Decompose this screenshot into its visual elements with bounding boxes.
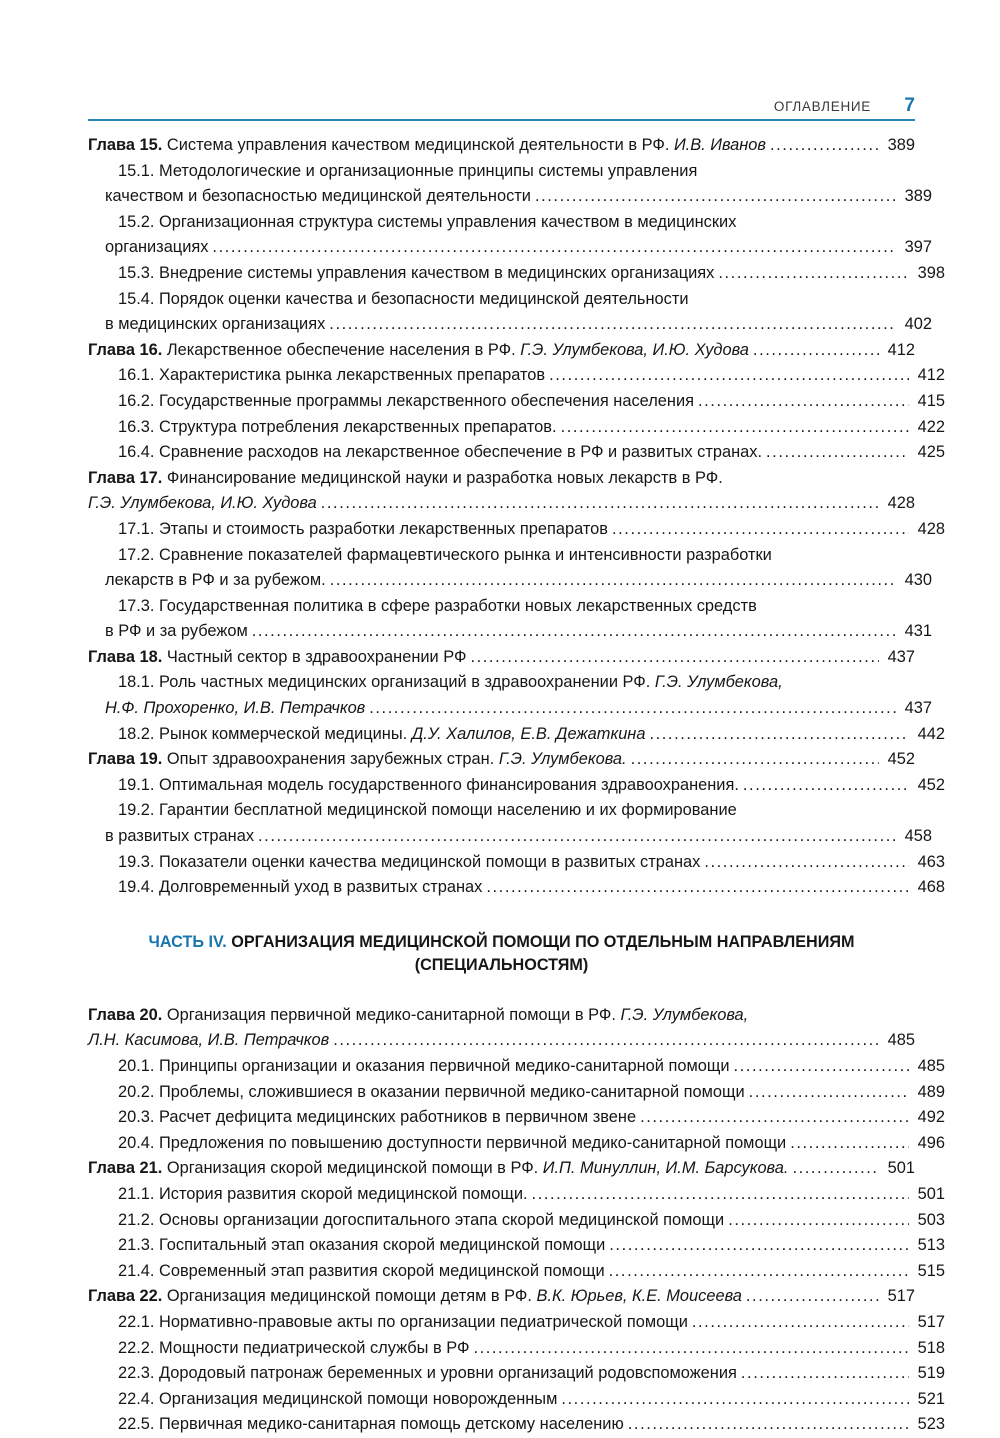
toc-entry-text: [118, 850, 700, 876]
toc-page-number: 452: [887, 750, 915, 769]
toc-entry-line: [88, 670, 915, 696]
toc-page-number: 452: [917, 775, 945, 794]
toc-entry-title: 15.2. Организационная структура системы управления качеством в медицинских: [118, 212, 737, 231]
toc-section-entry[interactable]: [88, 389, 945, 415]
toc-entry-text: [118, 1361, 737, 1387]
toc-entry-title: Опыт здравоохранения зарубежных стран.: [162, 750, 499, 769]
toc-entry-title: Система управления качеством медицинской деятельности в РФ.: [162, 136, 674, 154]
toc-chapter-entry[interactable]: [88, 747, 915, 773]
toc-entry-line: [88, 722, 945, 748]
toc-entry-label: Глава 15.: [88, 136, 163, 154]
toc-leader-dots: [333, 1028, 879, 1054]
toc-entry-line: [88, 466, 915, 492]
toc-entry-title: Лекарственное обеспечение населения в РФ.: [162, 340, 521, 359]
toc-entry-line: [88, 773, 945, 799]
toc-leader-dots: [535, 184, 896, 210]
toc-entry-line: [88, 1412, 945, 1438]
toc-entry-line: [88, 312, 932, 338]
toc-entry-text: [118, 440, 762, 466]
toc-entry-line: [88, 594, 915, 620]
page-folio-number: 7: [904, 95, 915, 116]
toc-entry-title: 22.2. Мощности педиатрической службы в РФ: [118, 1338, 470, 1357]
part-title-line2: (СПЕЦИАЛЬНОСТЯМ): [414, 955, 589, 974]
toc-entry-text: [118, 798, 737, 824]
toc-entry-line: [88, 1336, 945, 1362]
toc-leader-dots: [609, 1233, 909, 1259]
toc-page-number: 492: [917, 1108, 945, 1127]
toc-entry-title: 22.1. Нормативно-правовые акты по организации педиатрической помощи: [118, 1312, 688, 1331]
toc-entry-line: [88, 338, 915, 364]
toc-entry-title: Частный сектор в здравоохранении РФ: [162, 647, 467, 666]
toc-leader-dots: [753, 338, 879, 364]
toc-entry-line: [88, 850, 945, 876]
toc-page-number: 521: [917, 1389, 945, 1408]
toc-entry-title: Финансирование медицинской науки и разработка новых лекарств в РФ.: [162, 468, 723, 487]
toc-section-entry[interactable]: [88, 594, 932, 645]
toc-section-entry[interactable]: [88, 1080, 945, 1106]
toc-chapter-entry[interactable]: [88, 1003, 915, 1054]
toc-section-entry[interactable]: [88, 1054, 945, 1080]
toc-entry-label: Глава 16.: [88, 340, 163, 359]
toc-leader-dots: [330, 568, 896, 594]
toc-leader-dots: [609, 1259, 909, 1285]
toc-entry-text: [105, 824, 254, 850]
toc-page-number: 422: [917, 417, 945, 436]
toc-page-number: 463: [917, 852, 945, 871]
toc-entry-title: организациях: [105, 238, 209, 257]
toc-entry-line: [88, 568, 932, 594]
toc-entry-line: [88, 1003, 915, 1029]
running-head-title: ОГЛАВЛЕНИЕ: [773, 99, 871, 114]
toc-chapter-entry[interactable]: [88, 1284, 915, 1310]
toc-entry-title: 20.3. Расчет дефицита медицинских работников в первичном звене: [118, 1108, 637, 1127]
toc-entry-line: [88, 1259, 945, 1285]
toc-entry-title: 17.1. Этапы и стоимость разработки лекарственных препаратов: [118, 519, 608, 538]
toc-leader-dots: [770, 133, 879, 159]
toc-section-entry[interactable]: [88, 1387, 945, 1413]
toc-entry-line: [88, 1156, 915, 1182]
toc-entry-title: 19.2. Гарантии бесплатной медицинской помощи населению и их формирование: [118, 801, 737, 820]
toc-entry-title: 16.4. Сравнение расходов на лекарственное обеспечение в РФ и развитых странах.: [118, 443, 763, 462]
toc-entry-label: Глава 19.: [88, 750, 163, 769]
toc-entry-text: [88, 133, 766, 159]
toc-section-entry[interactable]: [88, 159, 932, 210]
toc-section-entry[interactable]: [88, 363, 945, 389]
toc-section-entry[interactable]: [88, 287, 932, 338]
toc-entry-title: 20.4. Предложения по повышению доступности первичной медико-санитарной помощи: [118, 1133, 787, 1152]
toc-entry-text: [118, 1131, 786, 1157]
toc-entry-line: [88, 875, 945, 901]
toc-entry-title: 19.4. Долговременный уход в развитых странах: [118, 878, 483, 897]
toc-leader-dots: [258, 824, 896, 850]
toc-entry-line: [88, 415, 945, 441]
toc-leader-dots: [252, 619, 896, 645]
toc-entry-line: [88, 210, 915, 236]
toc-entry-title: 16.3. Структура потребления лекарственных препаратов.: [118, 417, 557, 436]
toc-entry-text: [118, 543, 772, 569]
toc-entry-title: в развитых странах: [105, 827, 255, 846]
toc-entry-title: 22.5. Первичная медико-санитарная помощь детскому населению: [118, 1415, 624, 1434]
toc-entry-text: [88, 1028, 329, 1054]
toc-entry-text: [118, 1387, 557, 1413]
toc-entry-text: [118, 875, 482, 901]
toc-section-entry[interactable]: [88, 415, 945, 441]
toc-page-number: 485: [887, 1031, 915, 1050]
toc-leader-dots: [321, 491, 879, 517]
toc-entry-title: 19.1. Оптимальная модель государственного финансирования здравоохранения.: [118, 775, 739, 794]
toc-page-number: 431: [904, 622, 932, 641]
toc-section-entry[interactable]: [88, 1208, 945, 1234]
toc-entry-text: [105, 184, 531, 210]
toc-leader-dots: [470, 645, 879, 671]
header-divider-rule: [88, 119, 915, 121]
toc-page-number: 437: [887, 647, 915, 666]
toc-leader-dots: [329, 312, 896, 338]
toc-page-number: 428: [887, 494, 915, 513]
toc-entry-authors: Г.Э. Улумбекова.: [498, 750, 627, 769]
toc-leader-dots: [649, 722, 909, 748]
toc-entry-text: [118, 517, 608, 543]
toc-entry-title: 21.1. История развития скорой медицинской помощи.: [118, 1184, 528, 1203]
toc-page-number: 412: [917, 366, 945, 385]
toc-page-number: 398: [917, 263, 945, 282]
toc-entry-label: Глава 22.: [88, 1287, 163, 1306]
toc-entry-line: [88, 517, 945, 543]
toc-entry-title: 21.2. Основы организации догоспитального этапа скорой медицинской помощи: [118, 1210, 725, 1229]
toc-entry-line: [88, 235, 932, 261]
toc-leader-dots: [728, 1208, 909, 1234]
toc-entry-text: [105, 235, 208, 261]
toc-entry-text: [118, 1310, 688, 1336]
toc-entry-title: Организация скорой медицинской помощи в РФ.: [162, 1159, 543, 1178]
toc-entry-text: [105, 619, 248, 645]
toc-page-number: 503: [917, 1210, 945, 1229]
toc-page-number: 515: [917, 1261, 945, 1280]
toc-entry-line: [88, 1054, 945, 1080]
toc-entry-title: 22.4. Организация медицинской помощи новорожденным: [118, 1389, 558, 1408]
toc-entry-line: [88, 1080, 945, 1106]
toc-page-number: 415: [917, 391, 945, 410]
toc-entry-line: [88, 491, 915, 517]
toc-entry-text: [118, 210, 736, 236]
toc-entry-line: [88, 261, 945, 287]
toc-page-number: 518: [917, 1338, 945, 1357]
toc-entry-line: [88, 824, 932, 850]
toc-leader-dots: [718, 261, 909, 287]
toc-entry-authors: Г.Э. Улумбекова,: [654, 673, 783, 692]
toc-leader-dots: [734, 1054, 909, 1080]
toc-entry-text: [105, 312, 325, 338]
toc-entry-label: Глава 21.: [88, 1159, 163, 1178]
toc-page-number: 389: [887, 136, 915, 154]
toc-page-number: 458: [904, 827, 932, 846]
toc-page-number: 485: [917, 1057, 945, 1075]
toc-entry-line: [88, 184, 932, 210]
toc-entry-text: [118, 1080, 745, 1106]
toc-entry-title: 21.4. Современный этап развития скорой медицинской помощи: [118, 1261, 605, 1280]
toc-entry-title: 20.2. Проблемы, сложившиеся в оказании первичной медико-санитарной помощи: [118, 1082, 745, 1101]
toc-entry-title: в РФ и за рубежом: [105, 622, 248, 641]
toc-entry-authors: Г.Э. Улумбекова, И.Ю. Худова: [520, 340, 749, 359]
toc-page-number: 517: [917, 1312, 945, 1331]
toc-section-entry[interactable]: [88, 517, 945, 543]
toc-entry-line: [88, 1387, 945, 1413]
toc-page-number: 513: [917, 1236, 945, 1255]
toc-entry-title: 18.1. Роль частных медицинских организаций в здравоохранении РФ.: [118, 673, 655, 692]
toc-leader-dots: [486, 875, 909, 901]
toc-page-number: 425: [917, 443, 945, 462]
toc-leader-dots: [640, 1105, 909, 1131]
part-heading: [88, 931, 915, 977]
toc-entry-title: 18.2. Рынок коммерческой медицины.: [118, 724, 412, 743]
part-title-line1: ОРГАНИЗАЦИЯ МЕДИЦИНСКОЙ ПОМОЩИ ПО ОТДЕЛЬНЫМ НАПРАВЛЕНИЯМ: [231, 932, 855, 951]
toc-entry-authors: Д.У. Халилов, Е.В. Дежаткина: [411, 724, 646, 743]
toc-entry-text: [118, 1336, 469, 1362]
toc-page-number: 412: [887, 340, 915, 359]
toc-page-number: 437: [904, 699, 932, 718]
toc-entries-part4: [88, 1003, 945, 1438]
toc-entry-title: качеством и безопасностью медицинской деятельности: [105, 187, 531, 206]
toc-entry-text: [88, 1284, 742, 1310]
toc-section-entry[interactable]: [88, 798, 932, 849]
toc-page-number: 519: [917, 1364, 945, 1383]
toc-entry-title: 15.1. Методологические и организационные принципы системы управления: [118, 161, 698, 180]
toc-section-entry[interactable]: [88, 1412, 945, 1438]
toc-section-entry[interactable]: [88, 210, 932, 261]
toc-entry-line: [88, 389, 945, 415]
toc-page-number: 428: [917, 519, 945, 538]
toc-entry-text: [118, 1054, 730, 1080]
toc-entry-title: Организация первичной медико-санитарной помощи в РФ.: [162, 1005, 621, 1024]
toc-entry-text: [88, 1003, 748, 1029]
toc-entry-line: [88, 440, 945, 466]
toc-section-entry[interactable]: [88, 261, 945, 287]
toc-entry-line: [88, 1028, 915, 1054]
toc-entry-title: 15.4. Порядок оценки качества и безопасности медицинской деятельности: [118, 289, 689, 308]
toc-entry-line: [88, 1233, 945, 1259]
running-head: [88, 95, 915, 117]
toc-leader-dots: [369, 696, 896, 722]
toc-leader-dots: [698, 389, 909, 415]
toc-entry-text: [118, 1182, 528, 1208]
toc-entry-text: [118, 159, 697, 185]
toc-section-entry[interactable]: [88, 1259, 945, 1285]
toc-entry-text: [118, 594, 757, 620]
toc-entry-text: [118, 1208, 724, 1234]
toc-leader-dots: [704, 850, 909, 876]
toc-entry-title: в медицинских организациях: [105, 315, 326, 334]
toc-section-entry[interactable]: [88, 543, 932, 594]
toc-leader-dots: [561, 1387, 909, 1413]
toc-entry-title: лекарств в РФ и за рубежом.: [105, 571, 326, 590]
toc-page-number: 501: [917, 1184, 945, 1203]
toc-leader-dots: [561, 415, 909, 441]
toc-entry-label: Глава 20.: [88, 1005, 163, 1024]
toc-entry-line: [88, 1208, 945, 1234]
toc-entry-text: [118, 415, 557, 441]
toc-leader-dots: [749, 1080, 909, 1106]
toc-entry-text: [118, 773, 739, 799]
toc-entry-text: [105, 696, 365, 722]
toc-entry-title: 19.3. Показатели оценки качества медицинской помощи в развитых странах: [118, 852, 701, 871]
toc-page-number: 496: [917, 1133, 945, 1152]
toc-entry-line: [88, 363, 945, 389]
toc-leader-dots: [473, 1336, 909, 1362]
toc-page-number: 402: [904, 315, 932, 334]
toc-entry-text: [88, 491, 317, 517]
toc-entry-line: [88, 133, 915, 159]
toc-entry-text: [118, 1259, 605, 1285]
toc-entry-title: 21.3. Госпитальный этап оказания скорой медицинской помощи: [118, 1236, 606, 1255]
toc-section-entry[interactable]: [88, 773, 945, 799]
toc-entry-title: 16.1. Характеристика рынка лекарственных препаратов: [118, 366, 546, 385]
toc-entry-text: [118, 363, 545, 389]
toc-entry-text: [118, 722, 645, 748]
toc-entry-text: [88, 1156, 788, 1182]
toc-chapter-entry[interactable]: [88, 645, 915, 671]
toc-entry-line: [88, 1361, 945, 1387]
toc-leader-dots: [692, 1310, 909, 1336]
toc-page-number: 442: [917, 724, 945, 743]
toc-entry-authors: И.П. Минуллин, И.М. Барсукова.: [542, 1159, 789, 1178]
toc-entry-line: [88, 645, 915, 671]
toc-section-entry[interactable]: [88, 1233, 945, 1259]
toc-section-entry[interactable]: [88, 1361, 945, 1387]
toc-chapter-entry[interactable]: [88, 466, 915, 517]
toc-entry-text: [88, 466, 723, 492]
toc-section-entry[interactable]: [88, 850, 945, 876]
table-of-contents: [88, 133, 945, 1438]
toc-entry-authors: Г.Э. Улумбекова, И.Ю. Худова: [88, 494, 317, 513]
toc-leader-dots: [212, 235, 896, 261]
toc-leader-dots: [631, 747, 879, 773]
toc-entry-text: [118, 261, 714, 287]
toc-page-number: 517: [887, 1287, 915, 1306]
toc-section-entry[interactable]: [88, 722, 945, 748]
toc-entry-title: 20.1. Принципы организации и оказания первичной медико-санитарной помощи: [118, 1057, 730, 1075]
toc-chapter-entry[interactable]: [88, 133, 915, 159]
toc-entry-authors: Л.Н. Касимова, И.В. Петрачков: [88, 1031, 330, 1050]
toc-entry-text: [105, 568, 326, 594]
toc-section-entry[interactable]: [88, 875, 945, 901]
toc-section-entry[interactable]: [88, 1336, 945, 1362]
toc-entry-line: [88, 1105, 945, 1131]
toc-entry-text: [118, 670, 783, 696]
toc-entry-text: [88, 645, 466, 671]
toc-page-number: 389: [904, 187, 932, 206]
toc-entry-text: [118, 1105, 636, 1131]
toc-entries-part3: [88, 133, 945, 901]
toc-leader-dots: [743, 773, 909, 799]
toc-leader-dots: [549, 363, 909, 389]
toc-chapter-entry[interactable]: [88, 338, 915, 364]
toc-page-number: 397: [904, 238, 932, 257]
toc-page-number: 468: [917, 878, 945, 897]
part-number-label: ЧАСТЬ IV.: [148, 932, 227, 951]
toc-entry-text: [88, 338, 749, 364]
toc-entry-authors: И.В. Иванов: [673, 136, 766, 154]
toc-section-entry[interactable]: [88, 1182, 945, 1208]
toc-entry-title: 17.2. Сравнение показателей фармацевтического рынка и интенсивности разработки: [118, 545, 772, 564]
toc-chapter-entry[interactable]: [88, 1156, 915, 1182]
toc-page-number: 501: [887, 1159, 915, 1178]
toc-section-entry[interactable]: [88, 670, 932, 721]
toc-entry-line: [88, 159, 915, 185]
toc-entry-text: [118, 389, 694, 415]
toc-entry-authors: В.К. Юрьев, К.Е. Моисеева: [536, 1287, 742, 1306]
toc-leader-dots: [628, 1412, 909, 1438]
toc-leader-dots: [746, 1284, 879, 1310]
toc-entry-line: [88, 798, 915, 824]
toc-page-number: 430: [904, 571, 932, 590]
toc-entry-line: [88, 1310, 945, 1336]
toc-entry-text: [118, 287, 689, 313]
toc-entry-title: 17.3. Государственная политика в сфере разработки новых лекарственных средств: [118, 596, 757, 615]
toc-entry-label: Глава 17.: [88, 468, 163, 487]
toc-entry-title: 16.2. Государственные программы лекарственного обеспечения населения: [118, 391, 694, 410]
toc-entry-authors: Г.Э. Улумбекова,: [620, 1005, 749, 1024]
toc-entry-title: 22.3. Дородовый патронаж беременных и уровни организаций родовспоможения: [118, 1364, 737, 1383]
toc-section-entry[interactable]: [88, 1105, 945, 1131]
toc-page-number: 489: [917, 1082, 945, 1101]
toc-entry-line: [88, 619, 932, 645]
toc-page-number: 523: [917, 1415, 945, 1434]
toc-leader-dots: [741, 1361, 909, 1387]
toc-entry-title: 15.3. Внедрение системы управления качеством в медицинских организациях: [118, 263, 715, 282]
toc-leader-dots: [792, 1156, 879, 1182]
toc-entry-text: [118, 1412, 624, 1438]
toc-entry-line: [88, 1131, 945, 1157]
toc-leader-dots: [766, 440, 909, 466]
toc-entry-authors: Н.Ф. Прохоренко, И.В. Петрачков: [105, 699, 366, 718]
toc-entry-text: [88, 747, 627, 773]
toc-leader-dots: [790, 1131, 909, 1157]
toc-section-entry[interactable]: [88, 1131, 945, 1157]
toc-entry-line: [88, 543, 915, 569]
toc-entry-line: [88, 1284, 915, 1310]
toc-entry-label: Глава 18.: [88, 647, 163, 666]
toc-section-entry[interactable]: [88, 1310, 945, 1336]
toc-entry-line: [88, 287, 915, 313]
toc-entry-line: [88, 747, 915, 773]
toc-entry-text: [118, 1233, 605, 1259]
toc-entry-title: Организация медицинской помощи детям в РФ.: [162, 1287, 537, 1306]
toc-leader-dots: [532, 1182, 909, 1208]
toc-section-entry[interactable]: [88, 440, 945, 466]
toc-leader-dots: [612, 517, 909, 543]
toc-entry-line: [88, 1182, 945, 1208]
toc-entry-line: [88, 696, 932, 722]
